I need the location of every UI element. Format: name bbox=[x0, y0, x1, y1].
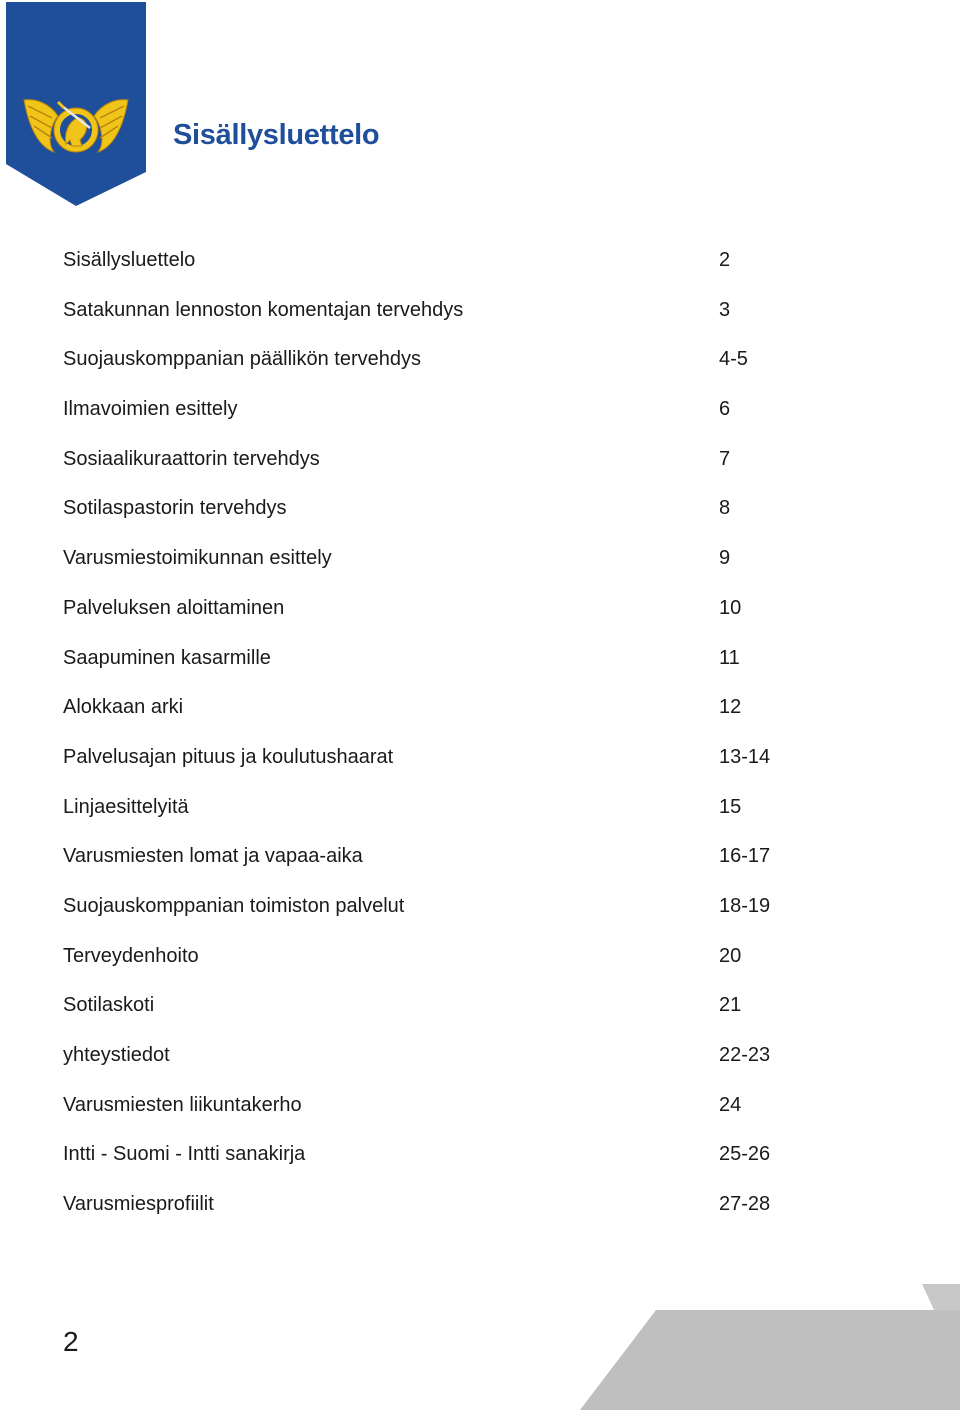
table-of-contents bbox=[63, 240, 823, 1234]
toc-entry bbox=[63, 1184, 823, 1234]
toc-entry-title: Intti - Suomi - Intti sanakirja bbox=[63, 1143, 306, 1166]
toc-entry-page: 7 bbox=[719, 447, 731, 470]
toc-entry-page: 24 bbox=[719, 1093, 742, 1116]
toc-entry-title: Linjaesittelyitä bbox=[63, 795, 189, 818]
toc-entry-title: yhteystiedot bbox=[63, 1044, 170, 1066]
toc-entry bbox=[63, 787, 823, 837]
toc-entry-page: 10 bbox=[719, 596, 742, 619]
toc-entry-page: 11 bbox=[719, 646, 740, 669]
toc-entry bbox=[63, 886, 823, 936]
page-number: 2 bbox=[63, 1326, 79, 1357]
toc-entry-page: 8 bbox=[719, 497, 731, 520]
toc-entry bbox=[63, 1035, 823, 1085]
toc-entry-page: 22-23 bbox=[719, 1044, 771, 1066]
toc-entry-title: Sotilaspastorin tervehdys bbox=[63, 497, 287, 520]
toc-entry-page: 12 bbox=[719, 696, 742, 719]
toc-entry bbox=[63, 538, 823, 588]
toc-entry-title: Varusmiesten liikuntakerho bbox=[63, 1093, 302, 1116]
toc-entry-page: 27-28 bbox=[719, 1193, 771, 1216]
toc-entry bbox=[63, 737, 823, 787]
toc-entry bbox=[63, 339, 823, 389]
toc-entry-page: 16-17 bbox=[719, 845, 771, 868]
toc-entry bbox=[63, 936, 823, 986]
toc-entry-title: Sosiaalikuraattorin tervehdys bbox=[63, 447, 320, 470]
toc-entry bbox=[63, 1085, 823, 1135]
toc-entry-page: 13-14 bbox=[719, 745, 771, 768]
toc-entry bbox=[63, 638, 823, 688]
toc-entry bbox=[63, 1134, 823, 1184]
toc-entry-page: 18-19 bbox=[719, 894, 771, 917]
toc-entry-title: Suojauskomppanian toimiston palvelut bbox=[63, 894, 405, 917]
toc-entry bbox=[63, 290, 823, 340]
toc-entry bbox=[63, 488, 823, 538]
toc-entry bbox=[63, 240, 823, 290]
toc-entry-title: Suojauskomppanian päällikön tervehdys bbox=[63, 348, 422, 371]
toc-entry-title: Saapuminen kasarmille bbox=[63, 646, 271, 669]
toc-entry-page: 3 bbox=[719, 298, 731, 321]
toc-entry-page: 21 bbox=[719, 994, 742, 1017]
toc-entry-title: Sisällysluettelo bbox=[63, 249, 196, 271]
toc-entry-page: 6 bbox=[719, 398, 731, 421]
toc-entry-title: Palveluksen aloittaminen bbox=[63, 596, 285, 619]
toc-entry bbox=[63, 687, 823, 737]
toc-entry-title: Satakunnan lennoston komentajan tervehdys bbox=[63, 298, 464, 321]
toc-entry-title: Alokkaan arki bbox=[63, 696, 184, 719]
toc-entry-page: 2 bbox=[719, 249, 731, 271]
toc-entry-title: Varusmiestoimikunnan esittely bbox=[63, 547, 332, 570]
toc-entry bbox=[63, 836, 823, 886]
toc-entry-title: Terveydenhoito bbox=[63, 944, 199, 967]
toc-entry-title: Varusmiesprofiilit bbox=[63, 1193, 214, 1216]
toc-entry bbox=[63, 389, 823, 439]
toc-entry-page: 15 bbox=[719, 795, 742, 818]
toc-entry-page: 20 bbox=[719, 944, 742, 967]
header-banner bbox=[6, 2, 146, 206]
toc-entry bbox=[63, 985, 823, 1035]
toc-entry-title: Ilmavoimien esittely bbox=[63, 398, 238, 421]
toc-entry-title: Palvelusajan pituus ja koulutushaarat bbox=[63, 745, 394, 768]
toc-entry bbox=[63, 439, 823, 489]
toc-entry-page: 25-26 bbox=[719, 1143, 771, 1166]
corner-decoration bbox=[580, 1280, 960, 1410]
toc-entry-page: 9 bbox=[719, 547, 731, 570]
toc-entry-title: Varusmiesten lomat ja vapaa-aika bbox=[63, 845, 363, 868]
page-title: Sisällysluettelo bbox=[173, 119, 380, 151]
toc-entry bbox=[63, 588, 823, 638]
toc-entry-title: Sotilaskoti bbox=[63, 994, 155, 1017]
toc-entry-page: 4-5 bbox=[719, 348, 748, 371]
